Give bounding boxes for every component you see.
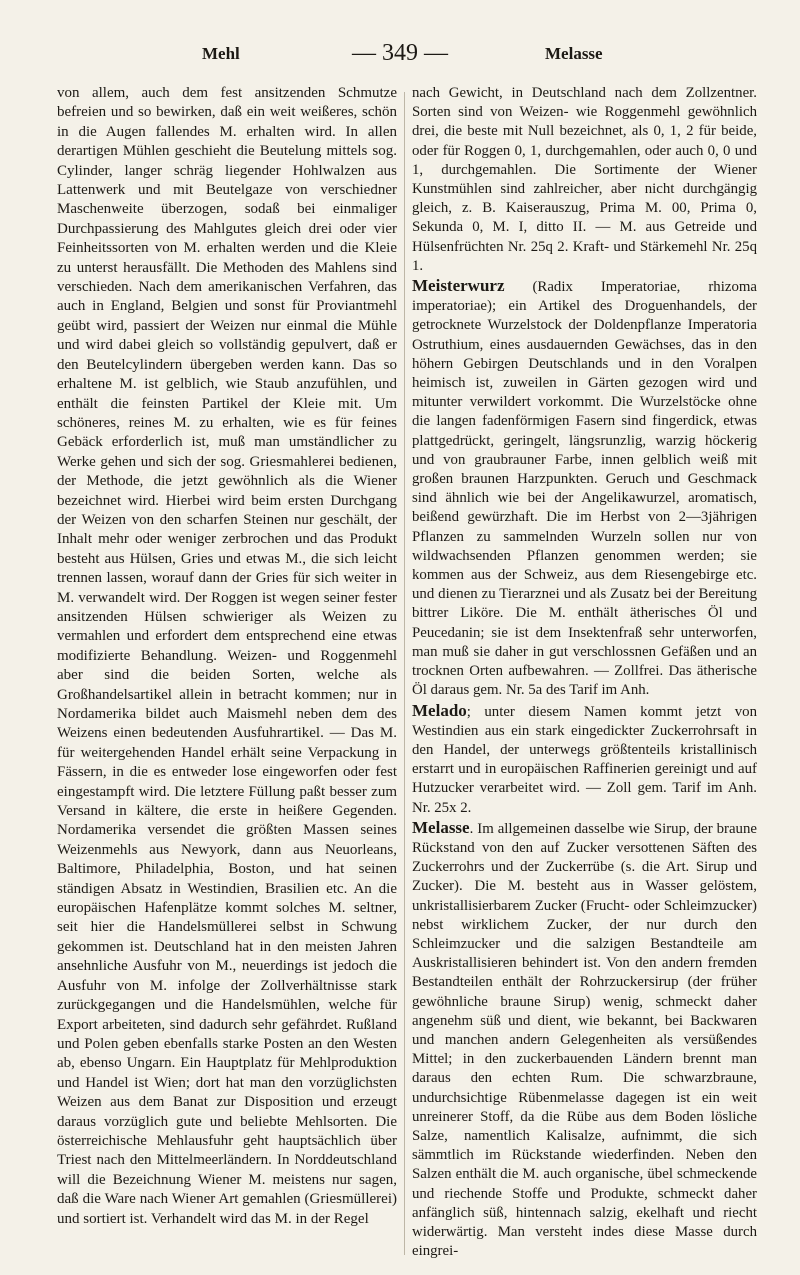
page-number: — 349 — [352, 40, 448, 66]
entry-title: Melado [412, 700, 467, 720]
header-left-keyword: Mehl [202, 44, 240, 63]
entry-melado [412, 701, 757, 818]
entry-title: Meisterwurz [412, 276, 505, 296]
entry-body: . Im allgemeinen dasselbe wie Sirup, der braune Rückstand von den auf Zucker versottenen Säften des Zuckerrohrs und der Zuckerrübe (s. die Art. Sirup und Zucker). Die M. besteht aus in Wasser gelöstem, unkristallisierbarem Zucker (Frucht- oder Schleimzucker) nebst wirklichem Zucker, der nur durch den Schleimzucker und die salzigen Bestandteile am Auskristallisieren behindert ist. Von den andern fremden Bestandteilen enthält der Rohrzuckersirup (der früher gewöhnliche braune Sirup) wenig, schmeckt daher angenehm süß und dient, wie bekannt, bei Backwaren und manchen andern Gelegenheiten als versüßendes Mittel; in den zuckerbauenden Ländern brennt man daraus den echten Rum. Die schwarzbraune, undurchsichtige Rübenmelasse dagegen ist ein weit unreinerer Stoff, da die Rübe aus dem Boden lösliche Salze, namentlich Kalisalze, aufnimmt, die sich sämmtlich im Rückstande wiederfinden. Neben den Salzen enthält die M. auch organische, übel schmeckende und riechende Stoffe und Produkte, schmeckt daher anfänglich süß, hintennach salzig, ekelhaft und riecht widerwärtig. Man versteht indes diese Masse durch eingrei- [412, 820, 757, 1260]
left-column [57, 84, 397, 1229]
page-header [0, 40, 800, 70]
entry-meisterwurz [412, 276, 757, 700]
column-divider [404, 92, 405, 1255]
entry-body: ; unter diesem Namen kommt jetzt von Westindien aus ein stark eingedickter Zuckerrohrsaft in den Handel, der unterwegs größtenteils kristallinisch erstarrt und in europäischen Raffinerien gereinigt und auf Hutzucker verarbeitet wird. — Zoll gem. Tarif im Anh. Nr. 25x 2. [412, 703, 757, 816]
entry-melasse [412, 818, 757, 1262]
header-right-keyword: Melasse [545, 44, 603, 63]
entry-title: Melasse [412, 817, 470, 837]
right-column [412, 84, 757, 1261]
left-column-text: von allem, auch dem fest ansitzenden Schmutze befreien und so bewirken, daß ein weit weißeres, schön in die Augen fallendes M. erhalten wird. In allen derartigen Mühlen geschieht die Beutelung mittels sog. Cylinder, langer schräg liegender Hohlwalzen aus Lattenwerk und mit Beutelgaze von verschiedner Maschenweite überzogen, sodaß bei einmaliger Durchpassierung des Mahlgutes gleich drei oder vier Feinheitssorten von M. erhalten werden und die Kleie zu unterst herausfällt. Die Methoden des Mahlens sind verschieden. Nach dem amerikanischen Verfahren, das auch in England, Belgien und sonst für Proviantmehl geübt wird, passiert der Weizen nur einmal die Mühle und wird dabei gleich so vollständig gepulvert, daß er den Beutelcylindern übergeben werden kann. Das so erhaltene M. ist gelblich, wie Staub anzufühlen, und enthält die feinsten Partikel der Kleie mit. Um schöneres, reines M. zu erhalten, wie es für feines Gebäck erforderlich ist, muß man umständlicher zu Werke gehen und sich der sog. Griesmahlerei bedienen, der Methode, die jetzt gewöhnlich als die Wiener bezeichnet wird. Hierbei wird beim ersten Durchgang der Weizen von den scharfen Steinen nur geschält, der Inhalt mehr oder weniger zerbrochen und das Produkt besteht aus Hülsen, Gries und etwas M., die sich leicht trennen lassen, worauf dann der Gries für sich weiter in M. verwandelt wird. Der Roggen ist wegen seiner fester ansitzenden Hülsen schwieriger als Weizen zu vermahlen und erfordert dem entsprechend eine etwas modifizierte Behandlung. Weizen- und Roggenmehl aber sind die beiden Sorten, welche als Großhandelsartikel allein in betracht kommen; nur in Nordamerika bildet auch Maismehl neben dem des Weizens einen bedeutenden Ausfuhrartikel. — Das M. für weitergehenden Handel erhält seine Verpackung in Fässern, in die es entweder lose eingeworfen oder fest eingestampft wird. Die letztere Füllung paßt besser zum Versand in kältere, die erste in heißere Gegenden. Nordamerika versendet die größten Massen seines Weizenmehls aus Newyork, dann aus Neuorleans, Baltimore, Philadelphia, Boston, und hat seinen ständigen Absatz in Westindien, Brasilien etc. An die europäischen Hafenplätze kommt solches M. seltner, seit hier die Handelsmüllerei selbst in Schwung gekommen ist. Deutschland hat in den meisten Jahren ansehnliche Ausfuhr von M., neuerdings ist jedoch die Ausfuhr von M. infolge der Zollverhältnisse stark zurückgegangen und die Handelsmühlen, welche für Export arbeiteten, sind dadurch sehr gefährdet. Rußland und Polen geben ebenfalls starke Posten an den Westen ab, ebenso Ungarn. Ein Hauptplatz für Mehlproduktion und Handel ist Wien; dort hat man den vorzüglichsten Weizen aus dem Banat zur Disposition und erzeugt daraus vorzüglich gute und beliebte Mehlsorten. Die österreichische Mehlausfuhr geht hauptsächlich über Triest nach den Mittelmeerländern. In Norddeutschland will die Bezeichnung Wiener M. meistens nur sagen, daß die Ware nach Wiener Art gemahlen (Griesmüllerei) und sortiert ist. Verhandelt wird das M. in der Regel [57, 85, 397, 1227]
entry-continuation: nach Gewicht, in Deutschland nach dem Zollzentner. Sorten sind von Weizen- wie Roggenmehl gewöhnlich drei, die beste mit Null bezeichnet, als 0, 1, 2 für beide, oder für Roggen 0, 1, durchgemahlen, oder auch 0, 0 und 1, durchgemahlen. Die Sortimente der Wiener Kunstmühlen sind zahlreicher, aber nicht durchgängig gleich, z. B. Kaiserauszug, Prima M. 00, Prima 0, Sekunda 0, M. I, ditto II. — M. aus Getreide und Hülsenfrüchten Nr. 25q 2. Kraft- und Stärkemehl Nr. 25q 1. [412, 85, 757, 274]
entry-body: (Radix Imperatoriae, rhizoma imperatoriae); ein Artikel des Droguenhandels, der getrocknete Wurzelstock der Doldenpflanze Imperatoria Ostruthium, eines ausdauernden Gewächses, das in den höhern Gebirgen Deutschlands und in den Voralpen heimisch ist, zuweilen in Gärten gezogen wird und mitunter verwildert vorkommt. Die Wurzelstöcke ohne die langen fadenförmigen Fasern sind fingerdick, etwas plattgedrückt, geringelt, längsrunzlig, warzig höckerig und von graubrauner Farbe, innen gelblich weiß mit großen braunen Harzpunkten. Geruch und Geschmack sind ähnlich wie bei der Angelikawurzel, aromatisch, beißend gewürzhaft. Die im Herbst von 2—3jährigen Pflanzen zu sammelnden Wurzeln sollen nur von wildwachsenden Pflanzen genommen werden; sie kommen aus der Schweiz, aus dem Riesengebirge etc. und dienen zu Tierarznei und als Zusatz bei der Bereitung bittrer Liköre. Die M. enthält ätherisches Öl und Peucedanin; sie ist dem Insektenfraß sehr unterworfen, man muß sie daher in gut verschlossnen Gefäßen und an trocknen Orten aufbewahren. — Zollfrei. Das ätherische Öl daraus gem. Nr. 5a des Tarif im Anh. [412, 279, 757, 699]
